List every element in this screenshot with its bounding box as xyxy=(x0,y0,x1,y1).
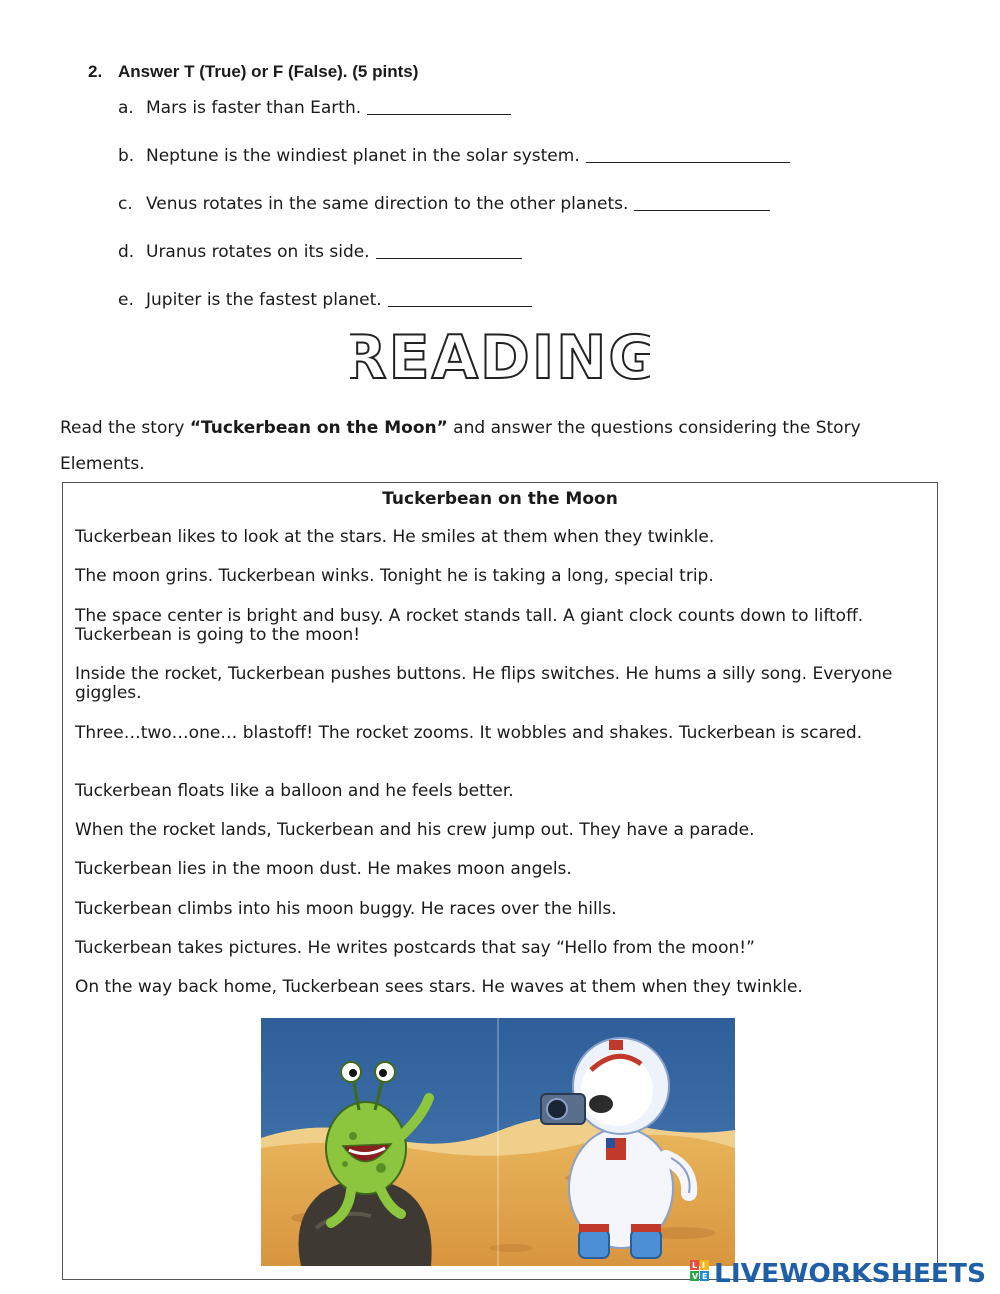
story-paragraph: Tuckerbean climbs into his moon buggy. He races over the hills. xyxy=(75,899,617,919)
story-paragraph: Tuckerbean floats like a balloon and he feels better. xyxy=(75,781,514,801)
answer-field-e[interactable] xyxy=(388,290,532,307)
story-paragraph: Inside the rocket, Tuckerbean pushes buttons. He flips switches. He hums a silly song. Everyone giggles. xyxy=(75,664,893,703)
question-heading xyxy=(88,62,418,82)
reading-instructions: Read the story “Tuckerbean on the Moon” and answer the questions considering the Story Elements. xyxy=(60,418,861,474)
tf-item-b: b. Neptune is the windiest planet in the solar system. xyxy=(118,146,790,166)
answer-field-b[interactable] xyxy=(586,146,790,163)
reading-section-title xyxy=(0,322,1000,394)
tf-item-d: d. Uranus rotates on its side. xyxy=(118,242,522,262)
tf-item-c: c. Venus rotates in the same direction to the other planets. xyxy=(118,194,770,214)
svg-text:V: V xyxy=(692,1272,699,1281)
brand-wordmark: LIVEWORKSHEETS xyxy=(714,1259,986,1286)
tf-statement: Uranus rotates on its side. xyxy=(146,242,370,262)
story-title: Tuckerbean on the Moon xyxy=(382,489,618,509)
reading-title-text: READING xyxy=(350,323,650,390)
answer-field-a[interactable] xyxy=(367,98,511,115)
story-paragraph: Three…two…one… blastoff! The rocket zooms. It wobbles and shakes. Tuckerbean is scared. xyxy=(75,723,863,743)
tf-item-a: a. Mars is faster than Earth. xyxy=(118,98,511,118)
tf-statement: Jupiter is the fastest planet. xyxy=(146,290,382,310)
tf-statement: Mars is faster than Earth. xyxy=(146,98,362,118)
question-title: Answer T (True) or F (False). (5 pints) xyxy=(118,62,419,81)
story-paragraph: The space center is bright and busy. A rocket stands tall. A giant clock counts down to liftoff. Tuckerbean is going to the moon! xyxy=(75,606,864,645)
story-reference: “Tuckerbean on the Moon” xyxy=(189,418,448,438)
question-number: 2. xyxy=(88,62,103,81)
reading-title-outline xyxy=(350,322,650,390)
liveworksheets-logo-graphic xyxy=(690,1256,990,1286)
story-box xyxy=(62,482,938,1280)
story-paragraph: Tuckerbean takes pictures. He writes postcards that say “Hello from the moon!” xyxy=(75,938,755,958)
answer-field-d[interactable] xyxy=(376,242,522,259)
tf-statement: Neptune is the windiest planet in the solar system. xyxy=(146,146,580,166)
story-paragraph: Tuckerbean lies in the moon dust. He makes moon angels. xyxy=(75,859,572,879)
story-paragraph: The moon grins. Tuckerbean winks. Tonight he is taking a long, special trip. xyxy=(75,566,714,586)
story-paragraph: Tuckerbean likes to look at the stars. He smiles at them when they twinkle. xyxy=(75,527,715,547)
svg-text:I: I xyxy=(702,1261,705,1270)
tf-item-e: e. Jupiter is the fastest planet. xyxy=(118,290,532,310)
story-paragraph: On the way back home, Tuckerbean sees stars. He waves at them when they twinkle. xyxy=(75,977,803,997)
liveworksheets-logo xyxy=(690,1256,990,1290)
story-paragraph: When the rocket lands, Tuckerbean and his crew jump out. They have a parade. xyxy=(75,820,755,840)
svg-text:L: L xyxy=(692,1261,698,1270)
tf-statement: Venus rotates in the same direction to the other planets. xyxy=(146,194,629,214)
svg-text:E: E xyxy=(702,1272,708,1281)
answer-field-c[interactable] xyxy=(634,194,770,211)
story-illustration xyxy=(261,1018,735,1266)
